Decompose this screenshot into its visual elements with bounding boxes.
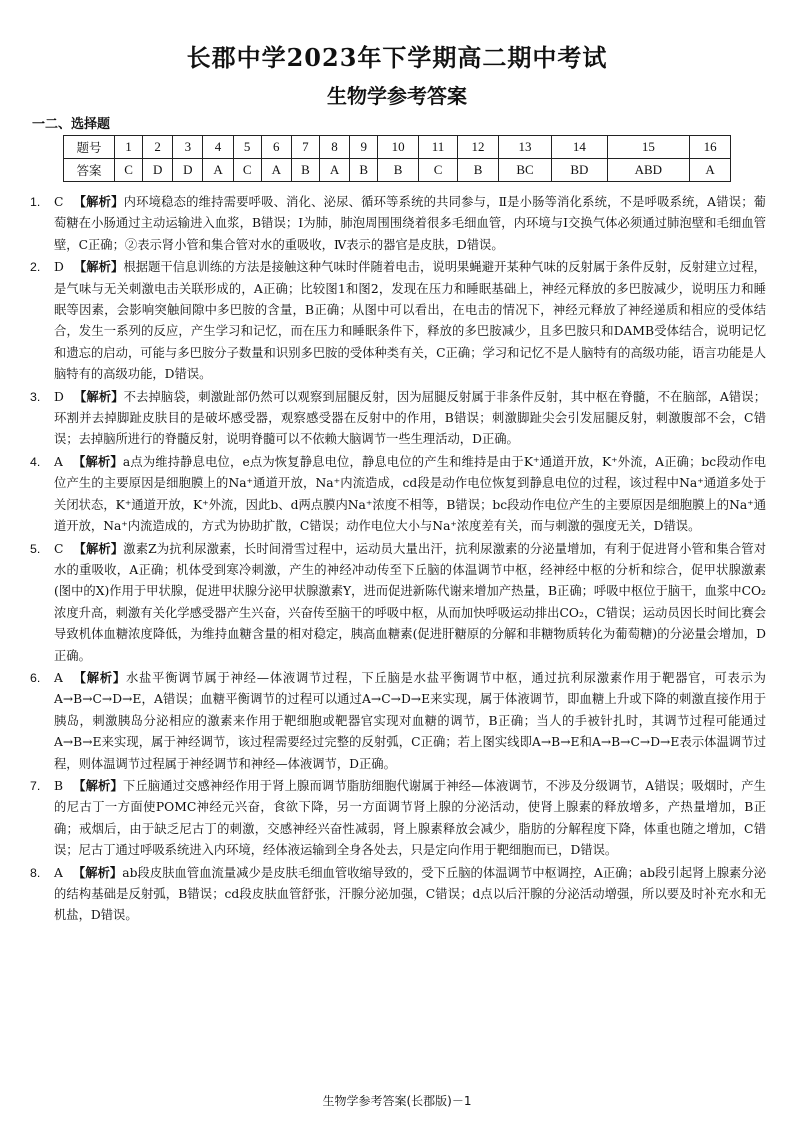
question-number-cell: 12 [458,136,499,159]
row-label-answer: 答案 [64,159,115,182]
question-number-cell: 3 [173,136,203,159]
answer-cell: B [458,159,499,182]
explanation-body [54,776,766,862]
question-number: 3. [30,389,41,404]
question-number-cell: 5 [233,136,261,159]
explanation-item [30,257,766,385]
explanation-item [30,668,766,775]
answer-cell: C [418,159,457,182]
explanation-text: a点为维持静息电位，e点为恢复静息电位，静息电位的产生和维持是由于K⁺通道开放，K⁺外流，A正确；bc段动作电位产生的主要原因是细胞膜上的Na⁺通道开放，Na⁺内流造成，cd段是动作电位恢复到静息电位的过程，该过程中Na⁺通道多处于关闭状态，K⁺通道开放，K⁺外流，因此b、d两点膜内Na⁺浓度不相等，B错误；bc段动作电位产生的主要原因是细胞膜上的Na⁺通道开放，Na⁺内流造成的，方式为协助扩散，C错误；动作电位大小与Na⁺浓度差有关，而与刺激的强度无关，D错误。 [54,454,766,534]
answer-cell: B [291,159,319,182]
explanation-body [54,863,766,927]
explanation-item [30,863,766,927]
explanation-body [54,387,766,451]
explanation-text: 根据题干信息训练的方法是接触这种气味时伴随着电击，说明果蝇避开某种气味的反射属于条件反射，反射建立过程，是气味与无关刺激电击关联形成的，A正确；比较图1和图2，发现在压力和睡眠基础上，神经元释放的多巴胺减少，说明压力和睡眠等因素，会影响突触间隙中多巴胺的含量，B正确；从图中可以看出，在电击的情况下，神经元释放了神经递质和相应的受体结合，发生一系列的反应，产生学习和记忆，而在压力和睡眠条件下，释放的多巴胺减少，且多巴胺只和DAMB受体结合，说明记忆和遗忘的启动，可能与多巴胺分子数量和识别多巴胺的受体种类有关，C正确；学习和记忆不是人脑特有的高级功能，语言功能是人脑特有的高级功能，D错误。 [54,260,766,382]
explanation-item [30,452,766,538]
analysis-tag: 【解析】 [73,541,124,556]
analysis-tag: 【解析】 [72,454,123,469]
answer-cell: BD [552,159,607,182]
explanation-item [30,192,766,256]
question-number: 1. [30,195,41,209]
explanation-body [54,257,766,385]
analysis-tag: 【解析】 [73,778,123,793]
question-number: 4. [30,454,41,469]
explanation-text: 下丘脑通过交感神经作用于肾上腺而调节脂肪细胞代谢属于神经—体液调节，不涉及分级调节，A错误；吸烟时，产生的尼古丁一方面使POMC神经元兴奋，食欲下降，另一方面调节肾上腺的分泌活动，使肾上腺素的释放增多，产热量增加，B正确；戒烟后，由于缺乏尼古丁的刺激，交感神经兴奋性减弱，肾上腺素释放会减少，脂肪的分解程度下降，体重也随之增加，C错误；尼古丁通过呼吸系统进入内环境，经体液运输到全身各处去，只是定向作用于靶细胞而已，D错误。 [54,778,766,858]
answer-cell: ABD [607,159,690,182]
question-number-cell: 16 [690,136,731,159]
answer-row [64,159,731,182]
explanation-body [54,452,766,538]
analysis-tag: 【解析】 [73,389,124,404]
answer-cell: D [173,159,203,182]
explanation-text: 不去掉脑袋，刺激趾部仍然可以观察到屈腿反射，因为屈腿反射属于非条件反射，其中枢在脊髓，不在脑部，A错误；环割并去掉脚趾皮肤目的是破坏感受器，观察感受器在反射中的作用，B错误；刺激脚趾尖会引发屈腿反射，刺激腹部不会，C错误；去掉脑所进行的脊髓反射，说明脊髓可以不依赖大脑调节一些生理活动，D正确。 [54,389,766,447]
question-number: 6. [30,670,41,685]
page-footer: 生物学参考答案(长郡版)－1 [322,1094,472,1108]
explanation-list [30,192,766,928]
answer-cell: BC [498,159,551,182]
analysis-tag: 【解析】 [73,260,124,275]
analysis-tag: 【解析】 [72,865,123,880]
answer-cell: D [143,159,173,182]
answer-letter: A [54,454,63,469]
question-number-row [64,136,731,159]
answer-cell: B [350,159,378,182]
explanation-text: 水盐平衡调节属于神经—体液调节过程，下丘脑是水盐平衡调节中枢，通过抗利尿激素作用于靶器官，可表示为A→B→C→D→E，A错误；血糖平衡调节的过程可以通过A→C→D→E来实现，属于体液调节，即血糖上升或下降的刺激直接作用于胰岛，刺激胰岛分泌相应的激素来作用于靶细胞或靶器官实现对血糖的调节，B正确；当人的手被针扎时，其调节过程可能通过A→B→E来实现，属于神经调节，该过程需要经过完整的反射弧，C正确；若上图实线即A→B→E和A→B→C→D→E表示体温调节过程，则体温调节过程属于神经调节和神经—体液调节，D正确。 [54,670,766,771]
question-number-cell: 14 [552,136,607,159]
analysis-tag: 【解析】 [73,195,124,209]
explanation-body [54,192,766,256]
question-number-cell: 10 [378,136,419,159]
page-subtitle: 生物学参考答案 [327,84,467,108]
page-title: 长郡中学2023年下学期高二期中考试 [186,43,608,72]
question-number-cell: 8 [319,136,349,159]
question-number-cell: 13 [498,136,551,159]
explanation-item [30,539,766,667]
explanation-text: 激素Z为抗利尿激素，长时间滑雪过程中，运动员大量出汗，抗利尿激素的分泌量增加，有利于促进肾小管和集合管对水的重吸收，A正确；机体受到寒冷刺激，产生的神经冲动传至下丘脑的体温调节中枢，经神经中枢的分析和综合，促甲状腺激素(图中的X)作用于甲状腺，促进甲状腺分泌甲状腺激素Y，进而促进新陈代谢来增加产热量，B正确；呼吸中枢位于脑干，血浆中CO₂浓度升高，刺激有关化学感受器产生兴奋，兴奋传至脑干的呼吸中枢，从而加快呼吸运动排出CO₂，C错误；运动员因长时间比赛会导致机体血糖浓度降低，为维持血糖含量的相对稳定，胰高血糖素(促进肝糖原的分解和非糖物质转化为葡萄糖)的分泌量会增加，D正确。 [54,541,766,663]
question-number: 7. [30,778,41,793]
question-number: 5. [30,541,41,556]
explanation-text: ab段皮肤血管血流量减少是皮肤毛细血管收缩导致的，受下丘脑的体温调节中枢调控，A正确；ab段引起肾上腺素分泌的结构基础是反射弧，B错误；cd段皮肤血管舒张，汗腺分泌加强，C错误；d点以后汗腺的分泌活动增强，所以要及时补充水和无机盐，D错误。 [54,865,767,923]
row-label-question: 题号 [64,136,115,159]
question-number-cell: 2 [143,136,173,159]
explanation-body [54,668,766,775]
explanation-text: 内环境稳态的维持需要呼吸、消化、泌尿、循环等系统的共同参与，Ⅱ是小肠等消化系统，不是呼吸系统，A错误；葡萄糖在小肠通过主动运输进入血浆，B错误；Ⅰ为肺，肺泡周围围绕着很多毛细血管，内环境与Ⅰ交换气体必须通过肺泡壁和毛细血管壁，C正确；②表示肾小管和集合管对水的重吸收，Ⅳ表示的器官是皮肤，D错误。 [54,195,766,252]
explanation-body [54,539,766,667]
question-number-cell: 1 [115,136,143,159]
explanation-item [30,387,766,451]
answer-cell: C [115,159,143,182]
section-heading: 一二、选择题 [32,117,111,132]
answer-letter: C [54,195,64,209]
question-number-cell: 4 [203,136,233,159]
answer-cell: A [203,159,233,182]
answer-letter: A [54,670,63,685]
answer-cell: A [319,159,349,182]
answer-letter: A [54,865,63,880]
question-number-cell: 7 [291,136,319,159]
question-number-cell: 15 [607,136,690,159]
answer-letter: B [54,778,64,793]
answer-cell: B [378,159,419,182]
answer-letter: D [54,260,64,275]
answer-cell: A [690,159,731,182]
question-number: 2. [30,260,41,275]
answer-letter: C [54,541,64,556]
explanation-item [30,776,766,862]
analysis-tag: 【解析】 [72,670,126,685]
answer-table [63,135,731,182]
question-number-cell: 6 [261,136,291,159]
answer-cell: C [233,159,261,182]
question-number-cell: 11 [418,136,457,159]
question-number: 8. [30,865,41,880]
answer-letter: D [54,389,64,404]
question-number-cell: 9 [350,136,378,159]
answer-cell: A [261,159,291,182]
